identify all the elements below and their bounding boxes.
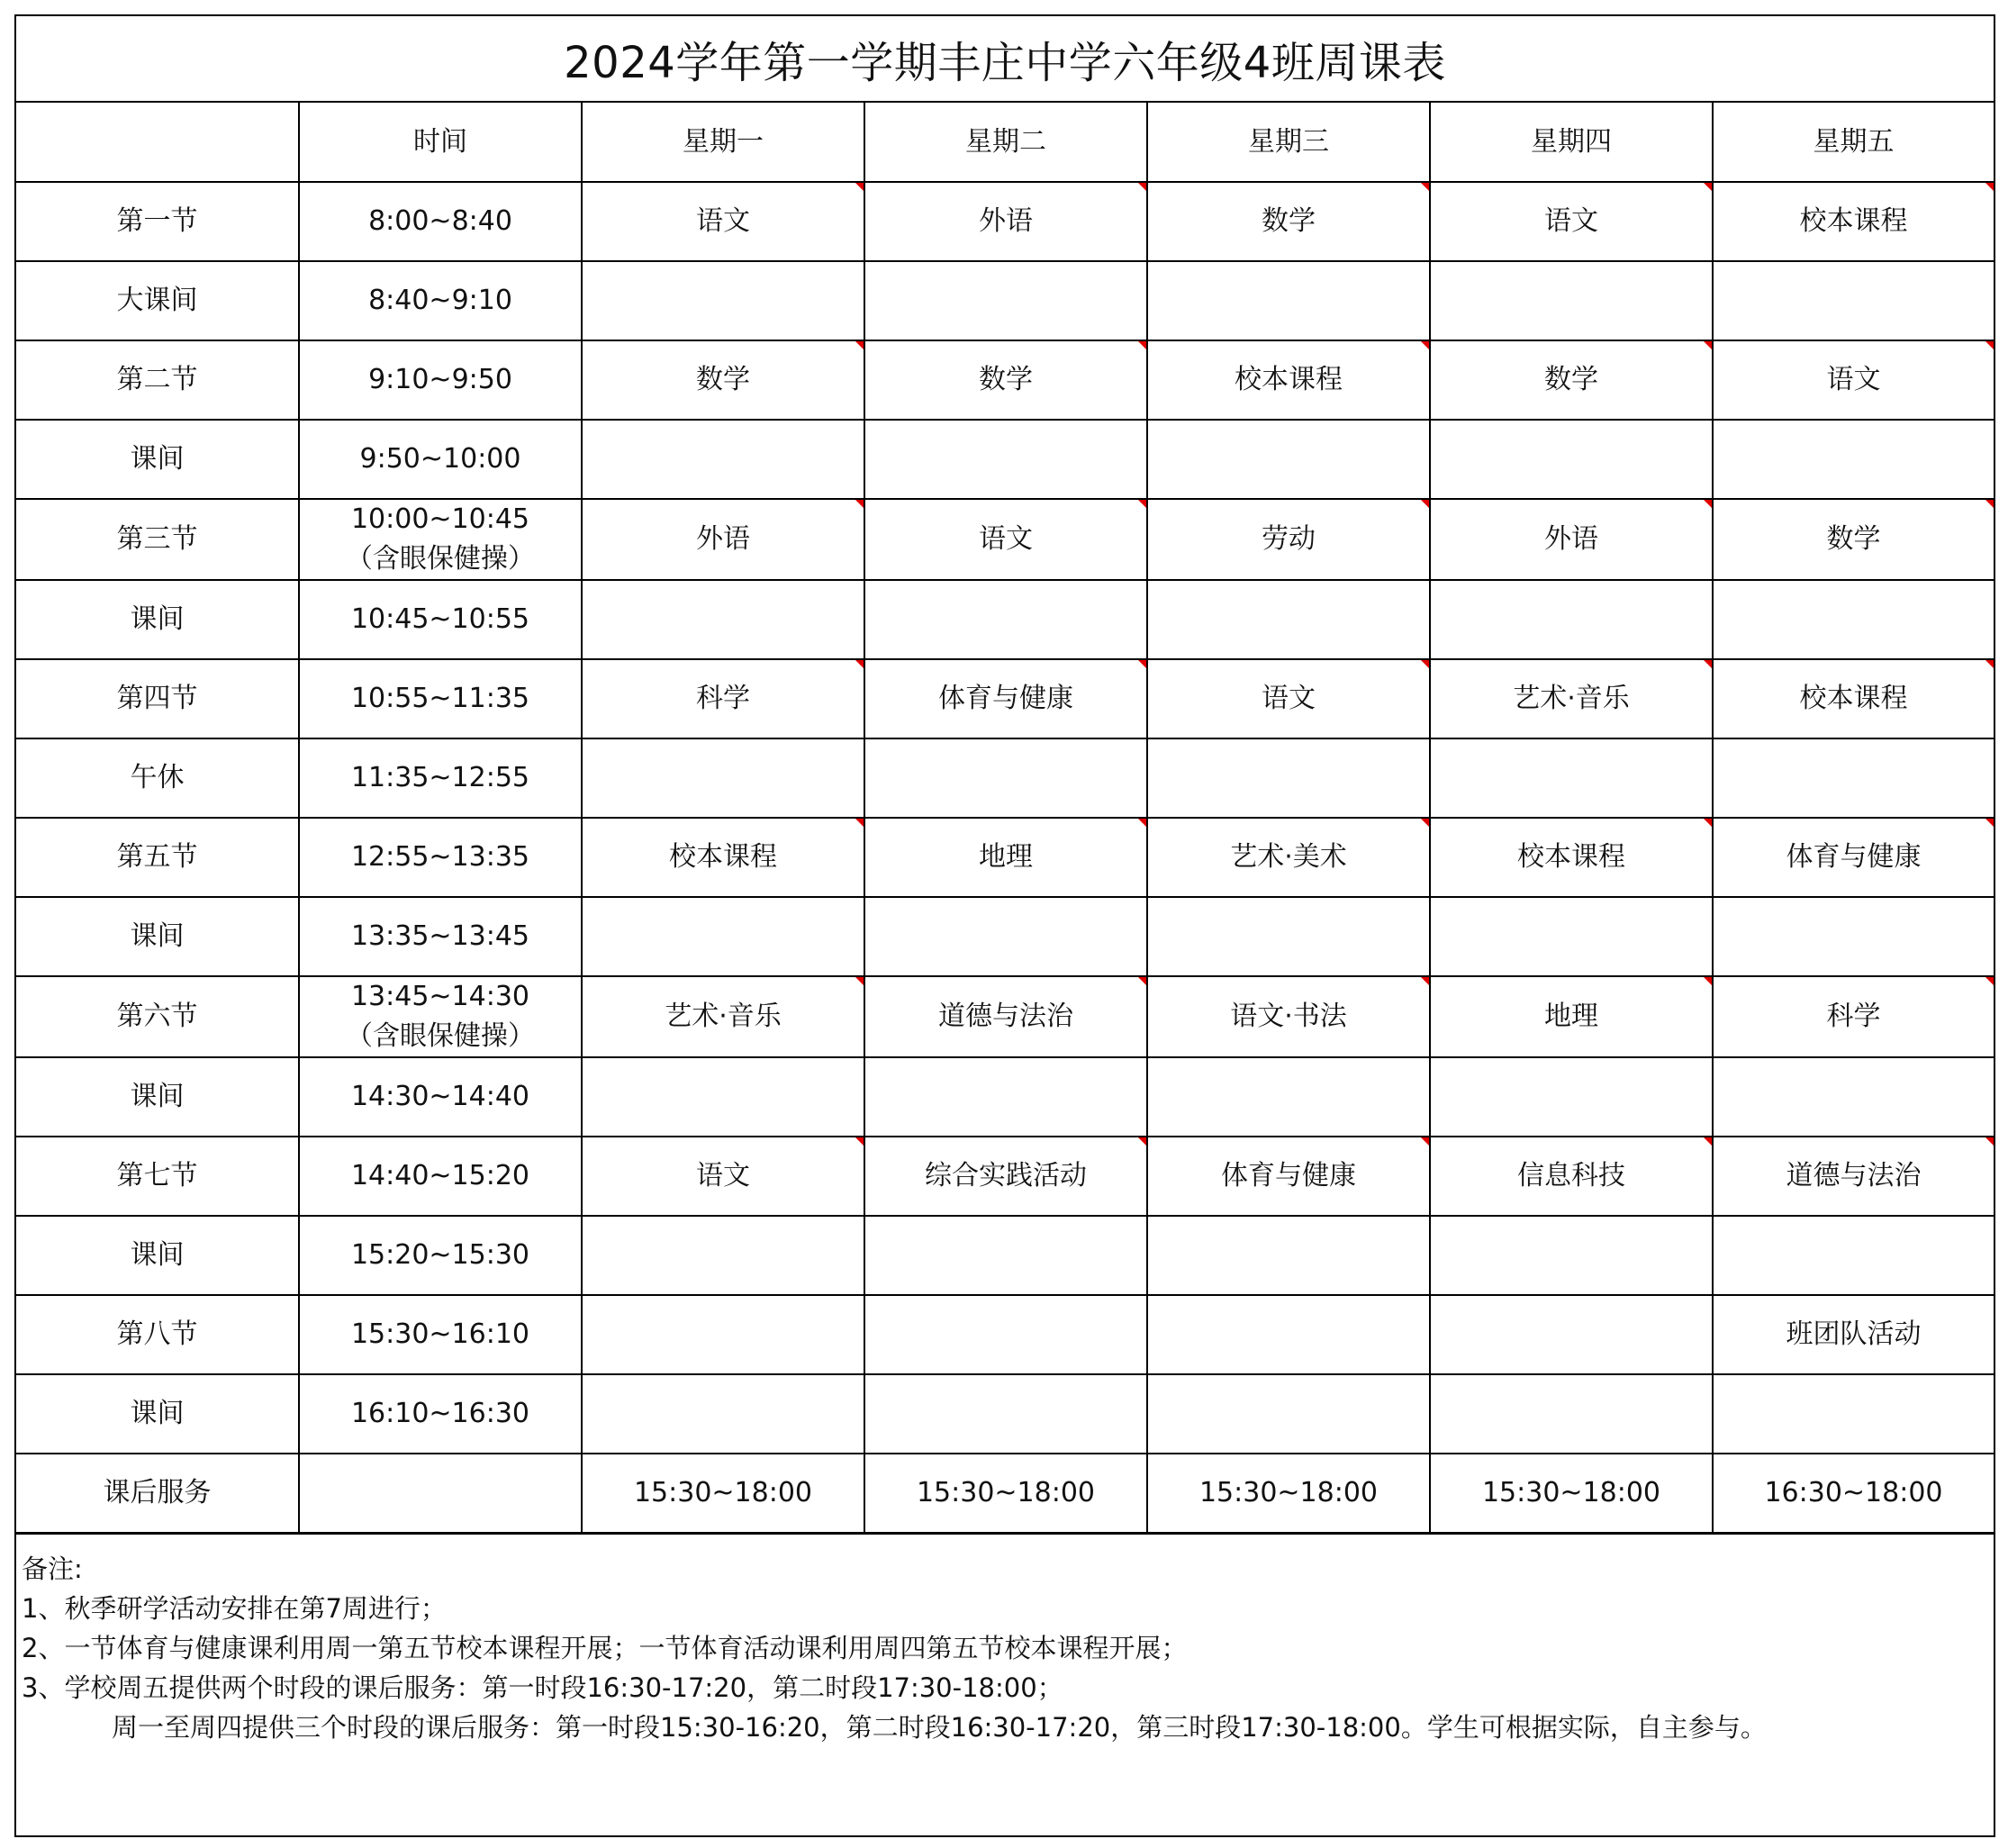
subject-cell[interactable]: [864, 1295, 1147, 1374]
subject-text: 校本课程: [1517, 841, 1625, 873]
subject-text: 劳动: [1262, 523, 1316, 555]
time-cell[interactable]: [299, 580, 582, 659]
subject-cell[interactable]: [1713, 580, 1994, 659]
subject-cell[interactable]: [864, 340, 1147, 420]
period-label-cell[interactable]: 午休: [16, 738, 299, 818]
subject-cell[interactable]: [582, 261, 864, 340]
period-label-cell[interactable]: 课间: [16, 420, 299, 499]
timetable-grid: [16, 103, 1994, 1535]
subject-cell[interactable]: [582, 897, 864, 976]
comment-indicator-icon[interactable]: [1138, 660, 1146, 668]
table-row: [16, 897, 1994, 976]
subject-cell[interactable]: [1430, 1137, 1713, 1216]
subject-text: 数学: [1262, 205, 1316, 237]
note-line-indented: 周一至周四提供三个时段的课后服务：第一时段15:30-16:20，第二时段16:30-17:20，第三时段17:30-18:00。学生可根据实际，自主参与。: [112, 1712, 1767, 1743]
subject-cell[interactable]: [864, 1137, 1147, 1216]
subject-cell[interactable]: [1713, 818, 1994, 897]
comment-indicator-icon[interactable]: [1421, 977, 1429, 985]
subject-text: 体育与健康: [1786, 841, 1922, 873]
subject-cell[interactable]: [1713, 976, 1994, 1057]
time-cell[interactable]: [299, 1374, 582, 1454]
table-row: [16, 738, 1994, 818]
subject-cell[interactable]: [1430, 261, 1713, 340]
subject-cell[interactable]: [1430, 738, 1713, 818]
table-row: [16, 182, 1994, 261]
comment-indicator-icon[interactable]: [1985, 500, 1994, 508]
table-row: [16, 1454, 1994, 1533]
comment-indicator-icon[interactable]: [855, 500, 864, 508]
subject-cell[interactable]: [1147, 420, 1430, 499]
header-time[interactable]: 时间: [299, 103, 582, 182]
header-row: [16, 103, 1994, 182]
comment-indicator-icon[interactable]: [1704, 341, 1712, 349]
table-row: [16, 818, 1994, 897]
time-cell[interactable]: [299, 976, 582, 1057]
comment-indicator-icon[interactable]: [1138, 500, 1146, 508]
subject-text: 外语: [1544, 523, 1598, 555]
subject-text: 地理: [1544, 1001, 1598, 1032]
time-range: 8:40~9:10: [368, 285, 512, 316]
subject-cell[interactable]: [1713, 659, 1994, 738]
comment-indicator-icon[interactable]: [855, 1137, 864, 1146]
subject-cell[interactable]: [1430, 1216, 1713, 1295]
time-cell[interactable]: [299, 738, 582, 818]
subject-cell[interactable]: [864, 976, 1147, 1057]
subject-cell[interactable]: [582, 738, 864, 818]
subject-cell[interactable]: [1147, 1374, 1430, 1454]
subject-cell[interactable]: [864, 818, 1147, 897]
subject-text: 语文: [979, 523, 1033, 555]
subject-text: 语文: [696, 1160, 750, 1191]
comment-indicator-icon[interactable]: [1421, 183, 1429, 191]
table-row: [16, 1295, 1994, 1374]
comment-indicator-icon[interactable]: [855, 977, 864, 985]
subject-text: 艺术·音乐: [665, 1001, 782, 1032]
period-label-cell[interactable]: 课间: [16, 580, 299, 659]
period-label-cell[interactable]: 第一节: [16, 182, 299, 261]
subject-text: 15:30~18:00: [1481, 1476, 1661, 1508]
comment-indicator-icon[interactable]: [1704, 977, 1712, 985]
time-range: 10:00~10:45: [350, 503, 530, 535]
period-label-cell[interactable]: 第七节: [16, 1137, 299, 1216]
time-range: 10:45~10:55: [350, 603, 530, 635]
time-cell[interactable]: [299, 1295, 582, 1374]
subject-text: 语文·书法: [1230, 1001, 1347, 1032]
time-cell[interactable]: [299, 182, 582, 261]
subject-text: 道德与法治: [1786, 1160, 1922, 1191]
subject-cell[interactable]: [1713, 340, 1994, 420]
subject-cell[interactable]: [1430, 182, 1713, 261]
subject-text: 外语: [696, 523, 750, 555]
comment-indicator-icon[interactable]: [1421, 1137, 1429, 1146]
subject-cell[interactable]: [582, 818, 864, 897]
comment-indicator-icon[interactable]: [855, 819, 864, 827]
subject-cell[interactable]: [1147, 1216, 1430, 1295]
table-row: [16, 1057, 1994, 1137]
time-cell[interactable]: [299, 1216, 582, 1295]
subject-cell[interactable]: [1147, 659, 1430, 738]
subject-cell[interactable]: [582, 580, 864, 659]
time-range: 13:45~14:30: [350, 981, 530, 1012]
subject-cell[interactable]: [1713, 1057, 1994, 1137]
subject-cell[interactable]: [1713, 1295, 1994, 1374]
subject-cell[interactable]: [582, 1057, 864, 1137]
timetable-sheet: [14, 14, 1995, 1837]
time-range: 9:50~10:00: [359, 443, 521, 475]
subject-cell[interactable]: [864, 1454, 1147, 1533]
subject-cell[interactable]: [1713, 738, 1994, 818]
subject-text: 班团队活动: [1786, 1318, 1922, 1350]
comment-indicator-icon[interactable]: [1138, 977, 1146, 985]
comment-indicator-icon[interactable]: [1704, 183, 1712, 191]
comment-indicator-icon[interactable]: [1138, 819, 1146, 827]
subject-cell[interactable]: [864, 499, 1147, 580]
subject-cell[interactable]: [1147, 1295, 1430, 1374]
subject-cell[interactable]: [582, 340, 864, 420]
subject-cell[interactable]: [1430, 499, 1713, 580]
period-label-cell[interactable]: 课间: [16, 1374, 299, 1454]
table-row: [16, 659, 1994, 738]
notes-section: [22, 1549, 1985, 1747]
subject-text: 数学: [1544, 364, 1598, 395]
comment-indicator-icon[interactable]: [1985, 341, 1994, 349]
time-range: 14:30~14:40: [350, 1081, 530, 1112]
comment-indicator-icon[interactable]: [1704, 500, 1712, 508]
comment-indicator-icon[interactable]: [1138, 341, 1146, 349]
subject-cell[interactable]: [582, 1216, 864, 1295]
subject-cell[interactable]: [1147, 261, 1430, 340]
subject-cell[interactable]: [1147, 340, 1430, 420]
period-label-cell[interactable]: 第三节: [16, 499, 299, 580]
subject-cell[interactable]: [1147, 182, 1430, 261]
subject-text: 艺术·音乐: [1513, 683, 1630, 714]
subject-cell[interactable]: [1713, 420, 1994, 499]
table-row: [16, 261, 1994, 340]
subject-cell[interactable]: [1147, 499, 1430, 580]
period-label-cell[interactable]: 第四节: [16, 659, 299, 738]
subject-cell[interactable]: [1430, 1454, 1713, 1533]
comment-indicator-icon[interactable]: [1704, 660, 1712, 668]
subject-cell[interactable]: [1430, 1057, 1713, 1137]
subject-cell[interactable]: [1430, 420, 1713, 499]
subject-cell[interactable]: [1713, 897, 1994, 976]
header-day[interactable]: 星期一: [582, 103, 864, 182]
header-day[interactable]: 星期四: [1430, 103, 1713, 182]
subject-cell[interactable]: [864, 738, 1147, 818]
subject-cell[interactable]: [582, 659, 864, 738]
comment-indicator-icon[interactable]: [1985, 183, 1994, 191]
note-line: 1、秋季研学活动安排在第7周进行；: [22, 1593, 447, 1624]
subject-cell[interactable]: [582, 499, 864, 580]
subject-cell[interactable]: [864, 420, 1147, 499]
subject-cell[interactable]: [1430, 1295, 1713, 1374]
subject-cell[interactable]: [1430, 580, 1713, 659]
subject-text: 校本课程: [1235, 364, 1343, 395]
time-cell[interactable]: [299, 897, 582, 976]
subject-text: 艺术·美术: [1230, 841, 1347, 873]
subject-text: 外语: [979, 205, 1033, 237]
note-line: 2、一节体育与健康课利用周一第五节校本课程开展；一节体育活动课利用周四第五节校本课程开展；: [22, 1633, 1188, 1663]
subject-text: 语文: [1826, 364, 1881, 395]
comment-indicator-icon[interactable]: [1985, 819, 1994, 827]
time-range: 15:20~15:30: [350, 1239, 530, 1271]
subject-text: 信息科技: [1517, 1160, 1625, 1191]
time-cell[interactable]: [299, 261, 582, 340]
subject-cell[interactable]: [864, 1216, 1147, 1295]
header-day[interactable]: 星期五: [1713, 103, 1994, 182]
table-row: [16, 976, 1994, 1057]
subject-cell[interactable]: [1430, 818, 1713, 897]
note-line: 3、学校周五提供两个时段的课后服务：第一时段16:30-17:20，第二时段17:30-18:00；: [22, 1672, 1063, 1703]
comment-indicator-icon[interactable]: [1421, 819, 1429, 827]
comment-indicator-icon[interactable]: [1421, 660, 1429, 668]
subject-text: 数学: [1826, 523, 1881, 555]
period-label-cell[interactable]: 课间: [16, 1216, 299, 1295]
subject-cell[interactable]: [1147, 1137, 1430, 1216]
subject-cell[interactable]: [864, 1057, 1147, 1137]
subject-cell[interactable]: [582, 1295, 864, 1374]
time-cell[interactable]: [299, 818, 582, 897]
subject-text: 16:30~18:00: [1764, 1476, 1943, 1508]
comment-indicator-icon[interactable]: [1985, 1137, 1994, 1146]
time-range: 12:55~13:35: [350, 841, 530, 873]
table-row: [16, 420, 1994, 499]
table-row: [16, 1137, 1994, 1216]
period-label-cell[interactable]: 大课间: [16, 261, 299, 340]
header-day[interactable]: 星期三: [1147, 103, 1430, 182]
subject-cell[interactable]: [1147, 580, 1430, 659]
page-title: 2024学年第一学期丰庄中学六年级4班周课表: [16, 16, 1994, 103]
subject-text: 综合实践活动: [925, 1160, 1087, 1191]
period-label-cell[interactable]: 第八节: [16, 1295, 299, 1374]
subject-cell[interactable]: [1713, 1137, 1994, 1216]
time-cell[interactable]: [299, 1454, 582, 1533]
time-cell[interactable]: [299, 1057, 582, 1137]
subject-cell[interactable]: [1147, 1057, 1430, 1137]
subject-cell[interactable]: [582, 1454, 864, 1533]
time-cell[interactable]: [299, 499, 582, 580]
subject-text: 语文: [696, 205, 750, 237]
period-label-cell[interactable]: 第二节: [16, 340, 299, 420]
subject-text: 体育与健康: [1221, 1160, 1356, 1191]
comment-indicator-icon[interactable]: [855, 341, 864, 349]
subject-cell[interactable]: [1713, 1374, 1994, 1454]
time-range: 10:55~11:35: [350, 683, 530, 714]
comment-indicator-icon[interactable]: [1138, 183, 1146, 191]
time-range: 8:00~8:40: [368, 205, 512, 237]
table-row: [16, 580, 1994, 659]
subject-cell[interactable]: [1430, 659, 1713, 738]
comment-indicator-icon[interactable]: [1421, 341, 1429, 349]
table-row: [16, 499, 1994, 580]
comment-indicator-icon[interactable]: [1704, 819, 1712, 827]
subject-text: 数学: [979, 364, 1033, 395]
time-range: 11:35~12:55: [350, 762, 530, 793]
subject-cell[interactable]: [1147, 976, 1430, 1057]
time-note: （含眼保健操）: [346, 1020, 535, 1052]
period-label-cell[interactable]: 第六节: [16, 976, 299, 1057]
subject-cell[interactable]: [1713, 1216, 1994, 1295]
time-range: 13:35~13:45: [350, 920, 530, 952]
subject-cell[interactable]: [864, 261, 1147, 340]
comment-indicator-icon[interactable]: [855, 183, 864, 191]
subject-cell[interactable]: [864, 182, 1147, 261]
table-row: [16, 340, 1994, 420]
subject-text: 校本课程: [669, 841, 777, 873]
subject-text: 15:30~18:00: [633, 1476, 813, 1508]
subject-cell[interactable]: [1147, 738, 1430, 818]
subject-cell[interactable]: [1430, 976, 1713, 1057]
subject-text: 数学: [696, 364, 750, 395]
subject-cell[interactable]: [864, 580, 1147, 659]
time-range: 15:30~16:10: [350, 1318, 530, 1350]
time-cell[interactable]: [299, 420, 582, 499]
subject-text: 15:30~18:00: [916, 1476, 1096, 1508]
subject-cell[interactable]: [582, 1374, 864, 1454]
time-cell[interactable]: [299, 1137, 582, 1216]
period-label-cell[interactable]: 课后服务: [16, 1454, 299, 1533]
notes-heading: 备注:: [22, 1554, 83, 1584]
subject-cell[interactable]: [1713, 1454, 1994, 1533]
table-row: [16, 1374, 1994, 1454]
subject-text: 语文: [1544, 205, 1598, 237]
subject-cell[interactable]: [1147, 897, 1430, 976]
header-day[interactable]: 星期二: [864, 103, 1147, 182]
subject-cell[interactable]: [1713, 499, 1994, 580]
subject-text: 科学: [1826, 1001, 1881, 1032]
subject-text: 语文: [1262, 683, 1316, 714]
period-label-cell[interactable]: 第五节: [16, 818, 299, 897]
time-cell[interactable]: [299, 659, 582, 738]
subject-cell[interactable]: [864, 659, 1147, 738]
comment-indicator-icon[interactable]: [1985, 977, 1994, 985]
subject-cell[interactable]: [1713, 261, 1994, 340]
subject-cell[interactable]: [1147, 818, 1430, 897]
period-label-cell[interactable]: 课间: [16, 897, 299, 976]
subject-text: 地理: [979, 841, 1033, 873]
time-note: （含眼保健操）: [346, 543, 535, 575]
subject-text: 体育与健康: [938, 683, 1073, 714]
comment-indicator-icon[interactable]: [1704, 1137, 1712, 1146]
subject-cell[interactable]: [864, 1374, 1147, 1454]
subject-cell[interactable]: [582, 420, 864, 499]
subject-text: 道德与法治: [938, 1001, 1073, 1032]
time-range: 16:10~16:30: [350, 1398, 530, 1429]
comment-indicator-icon[interactable]: [1421, 500, 1429, 508]
subject-cell[interactable]: [1147, 1454, 1430, 1533]
subject-cell[interactable]: [1430, 897, 1713, 976]
comment-indicator-icon[interactable]: [855, 660, 864, 668]
subject-cell[interactable]: [582, 182, 864, 261]
time-range: 9:10~9:50: [368, 364, 512, 395]
subject-text: 校本课程: [1799, 683, 1908, 714]
time-range: 14:40~15:20: [350, 1160, 530, 1191]
subject-cell[interactable]: [582, 1137, 864, 1216]
subject-cell[interactable]: [864, 897, 1147, 976]
subject-text: 15:30~18:00: [1198, 1476, 1379, 1508]
period-label-cell[interactable]: 课间: [16, 1057, 299, 1137]
subject-cell[interactable]: [1430, 1374, 1713, 1454]
header-corner-cell[interactable]: [16, 103, 299, 182]
subject-cell[interactable]: [582, 976, 864, 1057]
subject-cell[interactable]: [1713, 182, 1994, 261]
comment-indicator-icon[interactable]: [1985, 660, 1994, 668]
subject-cell[interactable]: [1430, 340, 1713, 420]
comment-indicator-icon[interactable]: [1138, 1137, 1146, 1146]
subject-text: 校本课程: [1799, 205, 1908, 237]
time-cell[interactable]: [299, 340, 582, 420]
table-row: [16, 1216, 1994, 1295]
subject-text: 科学: [696, 683, 750, 714]
